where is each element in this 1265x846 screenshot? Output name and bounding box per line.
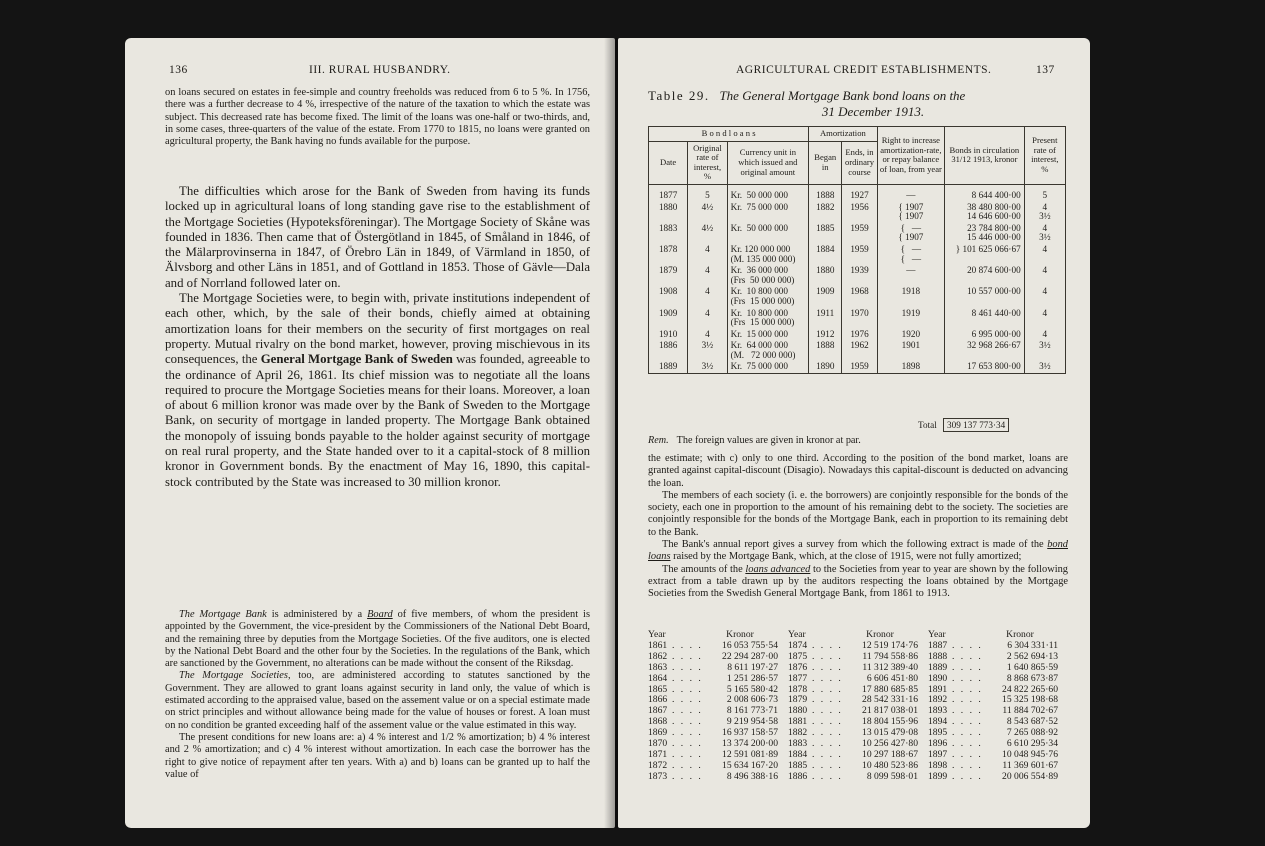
- right-running-head: AGRICULTURAL CREDIT ESTABLISHMENTS.: [736, 64, 992, 76]
- table-remark: [648, 435, 861, 446]
- year-value: 1870: [648, 738, 668, 750]
- year-row: [928, 674, 1068, 685]
- cell-right: { — { 1907: [877, 223, 944, 244]
- year-value: 1891: [928, 683, 948, 695]
- year-value: 1871: [648, 748, 668, 760]
- bond-loan-row: [649, 202, 1066, 223]
- para2-start: The Mortgage Societies were, to begin with, private institutions independent of each other, which, by the sale of their bonds, chiefly aimed at obtaining amortization loans for their members on the security of first mortgages on real property. Mutual rivalry on the bond market, however, proving mischievous in its consequences, the: [165, 291, 590, 367]
- year-column: [648, 630, 788, 783]
- bond-loan-row: [649, 340, 1066, 361]
- cell-rate: 4: [688, 308, 727, 329]
- cell-amount: Kr. 50 000 000: [727, 184, 809, 201]
- cell-began: 1880: [809, 265, 842, 286]
- cell-date: 1909: [649, 308, 688, 329]
- kronor-value: 20 006 554·89: [1002, 770, 1058, 782]
- cell-right: 1920: [877, 329, 944, 341]
- header-present-rate: Present rate of interest, %: [1024, 127, 1065, 185]
- board-term: Board: [367, 609, 393, 620]
- cell-date: 1877: [649, 184, 688, 201]
- cell-present: 4 3½: [1024, 223, 1065, 244]
- bond-loan-row: [649, 361, 1066, 373]
- year-value: 1899: [928, 770, 948, 782]
- header-amortization: Amortization: [809, 127, 877, 142]
- kronor-value: 22 294 287·00: [722, 650, 778, 662]
- total-label: Total: [918, 420, 937, 430]
- right-small-text: [648, 453, 1068, 601]
- leader-dots: . . . .: [672, 705, 703, 717]
- year-row: [648, 674, 788, 685]
- cell-ends: 1959: [842, 223, 877, 244]
- kronor-value: 12 519 174·76: [862, 639, 918, 651]
- para3-end: raised by the Mortgage Bank, which, at the close of 1915, were not fully amortized;: [670, 551, 1022, 563]
- year-value: 1896: [928, 738, 948, 750]
- mortgage-societies-term: The Mortgage Societies: [179, 670, 288, 682]
- cell-amount: Kr. 10 800 000 (Frs 15 000 000): [727, 308, 809, 329]
- paragraph-board: [165, 609, 590, 670]
- cell-circ: 17 653 800·00: [945, 361, 1025, 373]
- cell-rate: 5: [688, 184, 727, 201]
- cell-present: 3½: [1024, 340, 1065, 361]
- year-row: [928, 772, 1068, 783]
- paragraph-annual-report: [648, 539, 1068, 564]
- cell-amount: Kr. 10 800 000 (Frs 15 000 000): [727, 286, 809, 307]
- kronor-value: 18 804 155·96: [862, 716, 918, 728]
- kronor-value: 28 542 331·16: [862, 694, 918, 706]
- leader-dots: . . . .: [672, 748, 703, 760]
- year-value: 1864: [648, 672, 668, 684]
- paragraph-general-mortgage-bank: [165, 291, 590, 490]
- remark-text: The foreign values are given in kronor at par.: [676, 435, 861, 446]
- cell-present: 3½: [1024, 361, 1065, 373]
- cell-began: 1909: [809, 286, 842, 307]
- cell-date: 1883: [649, 223, 688, 244]
- bond-loan-row: [649, 286, 1066, 307]
- year-value: 1892: [928, 694, 948, 706]
- table-title-line2: 31 December 1913.: [821, 104, 925, 119]
- kronor-value: 11 312 389·40: [862, 661, 918, 673]
- cell-circ: 38 480 800·00 14 646 600·00: [945, 202, 1025, 223]
- year-value: 1872: [648, 759, 668, 771]
- kronor-value: 17 880 685·85: [862, 683, 918, 695]
- leader-dots: . . . .: [812, 759, 843, 771]
- leader-dots: . . . .: [952, 738, 983, 750]
- bond-loan-row: [649, 308, 1066, 329]
- societies-text: , too, are administered according to statutes sanctioned by the Government. They are allowed to grant loans against security in land only, the value of which is estimated according to the appraised value, based on the assement value or on a special estimate made on strict principles and without allowance being made for the value of houses or forest. A loan must on no condition be granted exceeding half of the assement value or the value estimated in this way.: [165, 670, 591, 731]
- kronor-value: 15 325 198·68: [1002, 694, 1058, 706]
- year-value: 1897: [928, 748, 948, 760]
- year-value: 1873: [648, 770, 668, 782]
- leader-dots: . . . .: [952, 683, 983, 695]
- right-page: [618, 38, 1090, 828]
- kronor-value: 13 374 200·00: [722, 738, 778, 750]
- cell-circ: 8 461 440·00: [945, 308, 1025, 329]
- cell-circ: 20 874 600·00: [945, 265, 1025, 286]
- leader-dots: . . . .: [812, 727, 843, 739]
- cell-began: 1885: [809, 223, 842, 244]
- cell-rate: 4: [688, 329, 727, 341]
- leader-dots: . . . .: [812, 738, 843, 750]
- header-original-rate: Original rate of interest, %: [688, 141, 727, 184]
- kronor-value: 11 794 558·86: [862, 650, 918, 662]
- kronor-value: 24 822 265·60: [1002, 683, 1058, 695]
- leader-dots: . . . .: [952, 705, 983, 717]
- kronor-value: 5 165 580·42: [726, 683, 778, 695]
- cell-present: 5: [1024, 184, 1065, 201]
- year-value: 1890: [928, 672, 948, 684]
- leader-dots: . . . .: [672, 639, 703, 651]
- year-value: 1898: [928, 759, 948, 771]
- kronor-value: 13 015 479·08: [862, 727, 918, 739]
- leader-dots: . . . .: [672, 716, 703, 728]
- cell-began: 1911: [809, 308, 842, 329]
- header-date: Date: [649, 141, 688, 184]
- leader-dots: . . . .: [952, 770, 983, 782]
- cell-rate: 3½: [688, 361, 727, 373]
- header-began: Began in: [809, 141, 842, 184]
- para4-end: to the Societies from year to year are shown by the following extract from a table drawn up by the auditors respecting the loans obtained by the Mortgage Societies from the Swedish General Mortgage Bank, from 1861 to 1913.: [648, 563, 1068, 600]
- cell-rate: 3½: [688, 340, 727, 361]
- cell-circ: 10 557 000·00: [945, 286, 1025, 307]
- bond-loan-row: [649, 265, 1066, 286]
- year-value: 1880: [788, 705, 808, 717]
- kronor-value: 8 496 388·16: [726, 770, 778, 782]
- para2-end: was founded, agreeable to the ordinance of April 26, 1861. Its chief mission was to negotiate all the loans required to procure the Mortgage Societies means for their loans. Moreover, a loan of about 6 million kronor was made over by the Bank of Sweden to the Mortgage Bank, on security of mortgage in landed property. The Mortgage Bank obtained the monopoly of issuing bonds payable to the holder against security of mortgage on real rural property, and the State handed over to it a capital-stock of 8 million kronor in Government bonds. By the enactment of May 16, 1890, this capital-stock contributed by the State was increased to 30 million kronor.: [165, 352, 590, 489]
- cell-ends: 1962: [842, 340, 877, 361]
- kronor-value: 21 817 038·01: [862, 705, 918, 717]
- year-value: 1894: [928, 716, 948, 728]
- year-value: 1886: [788, 770, 808, 782]
- leader-dots: . . . .: [952, 727, 983, 739]
- cell-present: 4: [1024, 265, 1065, 286]
- cell-date: 1908: [649, 286, 688, 307]
- cell-right: 1918: [877, 286, 944, 307]
- paragraph-members: The members of each society (i. e. the borrowers) are conjointly responsible for the bonds of the society, each one in proportion to the amount of his remaining debt to the society. The societies are conjointly responsible for the bonds of the Mortgage Bank, each in proportion to its remaining debt to the Bank.: [648, 489, 1068, 538]
- cell-amount: Kr. 50 000 000: [727, 223, 809, 244]
- leader-dots: . . . .: [952, 661, 983, 673]
- kronor-value: 1 640 865·59: [1006, 661, 1058, 673]
- kronor-value: 6 304 331·11: [1007, 639, 1058, 651]
- cell-date: 1880: [649, 202, 688, 223]
- cell-amount: Kr. 15 000 000: [727, 329, 809, 341]
- cell-right: 1901: [877, 340, 944, 361]
- leader-dots: . . . .: [672, 694, 703, 706]
- year-value: 1874: [788, 639, 808, 651]
- kronor-value: 8 611 197·27: [727, 661, 778, 673]
- cell-amount: Kr. 120 000 000 (M. 135 000 000): [727, 244, 809, 265]
- kronor-value: 1 251 286·57: [726, 672, 778, 684]
- leader-dots: . . . .: [672, 661, 703, 673]
- year-value: 1877: [788, 672, 808, 684]
- left-page-number: 136: [169, 64, 188, 76]
- general-mortgage-bank-term: General Mortgage Bank of Sweden: [260, 352, 453, 367]
- year-value: 1895: [928, 727, 948, 739]
- cell-ends: 1970: [842, 308, 877, 329]
- cell-rate: 4½: [688, 223, 727, 244]
- year-value: 1887: [928, 639, 948, 651]
- year-value: 1865: [648, 683, 668, 695]
- cell-began: 1884: [809, 244, 842, 265]
- year-value: 1881: [788, 716, 808, 728]
- leader-dots: . . . .: [812, 639, 843, 651]
- cell-ends: 1959: [842, 244, 877, 265]
- cell-ends: 1939: [842, 265, 877, 286]
- remark-label: Rem.: [648, 435, 669, 446]
- leader-dots: . . . .: [952, 639, 983, 651]
- mortgage-bank-term: The Mortgage Bank: [179, 609, 267, 620]
- kronor-value: 10 048 945·76: [1002, 748, 1058, 760]
- year-value: 1866: [648, 694, 668, 706]
- cell-began: 1912: [809, 329, 842, 341]
- kronor-header: Kronor: [1006, 629, 1034, 640]
- year-value: 1885: [788, 759, 808, 771]
- kronor-value: 15 634 167·20: [722, 759, 778, 771]
- cell-amount: Kr. 64 000 000 (M. 72 000 000): [727, 340, 809, 361]
- header-right-to-increase: Right to increase amortization-rate, or repay balance of loan, from year: [877, 127, 944, 185]
- board-text-b: of five members, of whom the president is appointed by the Government, the vice-president by the Commissioners of the National Debt Board, and the remaining three by deputies from the Mortgage Societies. Of the five auditors, one is elected by the National Debt Board and the other four by the Societies. In the regulations of the Bank, which are sanctioned by the Government, no alterations can be made without the consent of the Riksdag.: [165, 609, 590, 670]
- year-value: 1869: [648, 727, 668, 739]
- cell-right: { — { —: [877, 244, 944, 265]
- bond-loan-row: [649, 223, 1066, 244]
- year-value: 1879: [788, 694, 808, 706]
- leader-dots: . . . .: [672, 727, 703, 739]
- year-value: 1863: [648, 661, 668, 673]
- left-main-text: [165, 184, 590, 490]
- cell-present: 4: [1024, 286, 1065, 307]
- cell-rate: 4: [688, 286, 727, 307]
- year-value: 1883: [788, 738, 808, 750]
- leader-dots: . . . .: [952, 650, 983, 662]
- kronor-value: 9 219 954·58: [726, 716, 778, 728]
- cell-date: 1886: [649, 340, 688, 361]
- leader-dots: . . . .: [812, 683, 843, 695]
- header-ends: Ends, in ordinary course: [842, 141, 877, 184]
- kronor-value: 8 868 673·87: [1006, 672, 1058, 684]
- cell-ends: 1927: [842, 184, 877, 201]
- cell-circ: 23 784 800·00 15 446 000·00: [945, 223, 1025, 244]
- kronor-value: 10 256 427·80: [862, 738, 918, 750]
- kronor-value: 2 008 606·73: [726, 694, 778, 706]
- paragraph-loans-advanced: [648, 564, 1068, 601]
- cell-circ: 32 968 266·67: [945, 340, 1025, 361]
- paragraph-societies: [165, 670, 590, 731]
- cell-date: 1910: [649, 329, 688, 341]
- kronor-value: 8 099 598·01: [866, 770, 918, 782]
- kronor-value: 8 161 773·71: [726, 705, 778, 717]
- left-intro-paragraph: [165, 87, 590, 148]
- leader-dots: . . . .: [952, 716, 983, 728]
- year-value: 1876: [788, 661, 808, 673]
- leader-dots: . . . .: [812, 716, 843, 728]
- year-value: 1867: [648, 705, 668, 717]
- year-column: [928, 630, 1068, 783]
- cell-date: 1889: [649, 361, 688, 373]
- leader-dots: . . . .: [672, 672, 703, 684]
- year-value: 1889: [928, 661, 948, 673]
- cell-circ: } 101 625 066·67: [945, 244, 1025, 265]
- leader-dots: . . . .: [672, 650, 703, 662]
- loans-advanced-term: loans advanced: [745, 563, 811, 575]
- bond-loan-row: [649, 329, 1066, 341]
- header-bonds-in-circulation: Bonds in circulation 31/12 1913, kronor: [945, 127, 1025, 185]
- year-value: 1868: [648, 716, 668, 728]
- kronor-value: 12 591 081·89: [722, 748, 778, 760]
- kronor-value: 2 562 694·13: [1006, 650, 1058, 662]
- para4-start: The amounts of the: [662, 563, 746, 575]
- cell-began: 1890: [809, 361, 842, 373]
- cell-rate: 4½: [688, 202, 727, 223]
- year-row: [648, 663, 788, 674]
- leader-dots: . . . .: [672, 759, 703, 771]
- kronor-value: 6 610 295·34: [1006, 738, 1058, 750]
- cell-right: 1919: [877, 308, 944, 329]
- kronor-value: 8 543 687·52: [1006, 716, 1058, 728]
- leader-dots: . . . .: [812, 748, 843, 760]
- leader-dots: . . . .: [952, 759, 983, 771]
- cell-began: 1888: [809, 340, 842, 361]
- paragraph-conditions: The present conditions for new loans are: a) 4 % interest and 1/2 % amortization; b) 4 % interest and 2 % amortization; and c) 4 % interest without amortization. In each case the borrower has the right to give notice of repayment after ten years. With a) and b) loans can be granted up to half the value of: [165, 731, 590, 780]
- cell-present: 4: [1024, 308, 1065, 329]
- cell-circ: 8 644 400·00: [945, 184, 1025, 201]
- paragraph-estimate: the estimate; with c) only to one third. According to the position of the bond market, loans are granted against capital-discount (Disagio). Nowadays this capital-discount is deducted on advancing the loan.: [648, 453, 1068, 489]
- cell-ends: 1976: [842, 329, 877, 341]
- year-row: [788, 674, 928, 685]
- kronor-value: 16 053 755·54: [722, 639, 778, 651]
- year-column: [788, 630, 928, 783]
- year-header: Year: [648, 629, 666, 640]
- leader-dots: . . . .: [812, 650, 843, 662]
- cell-circ: 6 995 000·00: [945, 329, 1025, 341]
- bond-loans-body: [649, 184, 1066, 373]
- table-total: [918, 420, 1009, 430]
- kronor-value: 7 265 088·92: [1006, 727, 1058, 739]
- board-text-a: is administered by a: [266, 609, 368, 620]
- cell-rate: 4: [688, 244, 727, 265]
- leader-dots: . . . .: [812, 694, 843, 706]
- kronor-value: 11 884 702·67: [1002, 705, 1058, 717]
- left-page: [125, 38, 615, 828]
- bond-loan-row: [649, 184, 1066, 201]
- cell-right: { 1907 { 1907: [877, 202, 944, 223]
- kronor-value: 16 937 158·57: [722, 727, 778, 739]
- leader-dots: . . . .: [812, 672, 843, 684]
- cell-right: —: [877, 265, 944, 286]
- leader-dots: . . . .: [672, 770, 703, 782]
- cell-date: 1878: [649, 244, 688, 265]
- table-caption: [648, 88, 1068, 120]
- bond-loan-row: [649, 244, 1066, 265]
- leader-dots: . . . .: [672, 683, 703, 695]
- table-title-line1: The General Mortgage Bank bond loans on the: [719, 88, 966, 103]
- total-value: 309 137 773·34: [943, 418, 1009, 432]
- leader-dots: . . . .: [812, 705, 843, 717]
- year-row: [648, 772, 788, 783]
- kronor-value: 10 297 188·67: [862, 748, 918, 760]
- cell-present: 4: [1024, 244, 1065, 265]
- cell-ends: 1968: [842, 286, 877, 307]
- header-currency: Currency unit in which issued and original amount: [727, 141, 809, 184]
- year-header: Year: [788, 629, 806, 640]
- leader-dots: . . . .: [952, 748, 983, 760]
- cell-right: —: [877, 184, 944, 201]
- kronor-header: Kronor: [866, 629, 894, 640]
- leader-dots: . . . .: [812, 661, 843, 673]
- kronor-value: 6 606 451·80: [866, 672, 918, 684]
- year-header: Year: [928, 629, 946, 640]
- leader-dots: . . . .: [952, 672, 983, 684]
- header-bond-loans: B o n d l o a n s: [649, 127, 809, 142]
- year-value: 1888: [928, 650, 948, 662]
- cell-began: 1882: [809, 202, 842, 223]
- year-row: [928, 663, 1068, 674]
- paragraph-mortgage-societies: The difficulties which arose for the Bank of Sweden from having its funds locked up in agricultural loans of long standing gave rise to the establishment of the Mortgage Societies (Hypoteksföreningar). The Mortgage Society of Skåne was founded in 1836. Then came that of Östergötland in 1845, of Småland in 1846, of the Mälarprovinserna in 1847, of Örebro Län in 1849, of Värmland in 1850, of Älvsborg and other Läns in 1851, and of Gottland in 1853. Those of Gävle—Dala and of Norrland followed later on.: [165, 184, 590, 290]
- para3-start: The Bank's annual report gives a survey from which the following extract is made of the: [662, 539, 1048, 551]
- cell-date: 1879: [649, 265, 688, 286]
- leader-dots: . . . .: [672, 738, 703, 750]
- bond-loans-table: [648, 126, 1066, 374]
- kronor-value: 11 369 601·67: [1002, 759, 1058, 771]
- cell-began: 1888: [809, 184, 842, 201]
- cell-present: 4: [1024, 329, 1065, 341]
- cell-right: 1898: [877, 361, 944, 373]
- cell-present: 4 3½: [1024, 202, 1065, 223]
- kronor-value: 10 480 523·86: [862, 759, 918, 771]
- cell-amount: Kr. 75 000 000: [727, 202, 809, 223]
- kronor-header: Kronor: [726, 629, 754, 640]
- leader-dots: . . . .: [952, 694, 983, 706]
- right-page-number: 137: [1036, 64, 1055, 76]
- leader-dots: . . . .: [812, 770, 843, 782]
- cell-amount: Kr. 75 000 000: [727, 361, 809, 373]
- year-row: [788, 772, 928, 783]
- year-value: 1882: [788, 727, 808, 739]
- year-row: [788, 663, 928, 674]
- cell-amount: Kr. 36 000 000 (Frs 50 000 000): [727, 265, 809, 286]
- left-small-text: [165, 609, 590, 781]
- year-value: 1884: [788, 748, 808, 760]
- left-running-head: III. RURAL HUSBANDRY.: [309, 64, 451, 76]
- cell-ends: 1959: [842, 361, 877, 373]
- year-value: 1893: [928, 705, 948, 717]
- intro-text: on loans secured on estates in fee-simple and country freeholds was reduced from 6 to 5 %. In 1756, there was a further decrease to 4 %, irrespective of the nature of the taxation to which the estate was subject. This decreased rate has become fixed. The limit of the loans was one-half or two-thirds, and, in some cases, three-quarters of the value of the estate. From 1770 to 1815, no loans were granted on agricultural property, the Bank having no funds available for the purpose.: [165, 87, 590, 148]
- cell-ends: 1956: [842, 202, 877, 223]
- bond-loans-term: bond loans: [648, 539, 1068, 563]
- year-value: 1878: [788, 683, 808, 695]
- year-value: 1875: [788, 650, 808, 662]
- table-label: Table 29.: [648, 88, 710, 103]
- year-value: 1862: [648, 650, 668, 662]
- cell-rate: 4: [688, 265, 727, 286]
- year-value: 1861: [648, 639, 668, 651]
